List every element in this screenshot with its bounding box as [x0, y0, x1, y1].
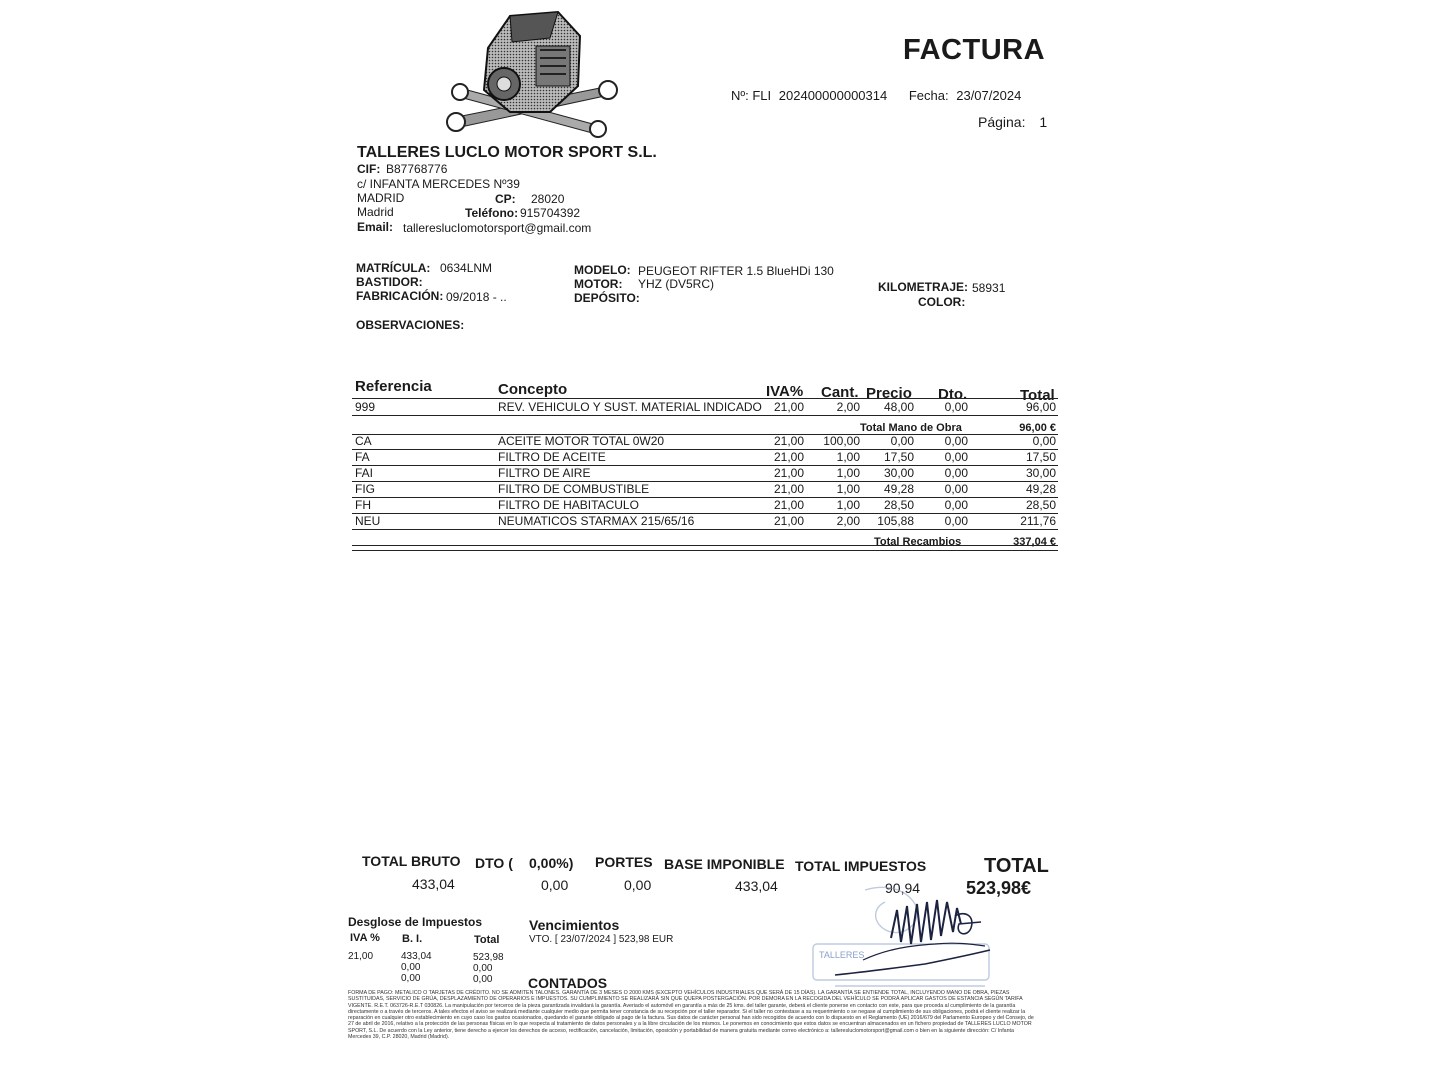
taxes-value: 90,94	[885, 880, 921, 896]
page-label: Página:	[978, 114, 1026, 130]
cell-vat: 21,00	[773, 466, 804, 480]
discount-label: DTO (	[475, 855, 513, 871]
cif-value: B87768776	[386, 162, 448, 176]
color-label: COLOR:	[918, 295, 966, 309]
grand-total-value: 523,98€	[966, 878, 1032, 898]
cell-total: 30,00	[1025, 466, 1056, 480]
discount-pct: 0,00%)	[529, 855, 574, 871]
invoice-number: 202400000000314	[778, 88, 888, 103]
base-label: BASE IMPONIBLE	[664, 856, 785, 872]
table-end-rule-2	[352, 550, 1058, 551]
cell-disc: 0,00	[944, 498, 968, 512]
col-disc-header: Dto.	[938, 386, 968, 403]
mileage-label: KILOMETRAJE:	[878, 280, 968, 294]
engine-logo-icon	[440, 8, 620, 138]
deposit-label: DEPÓSITO:	[574, 291, 640, 305]
email-label: Email:	[357, 220, 394, 234]
payment-method: CONTADOS	[528, 975, 608, 991]
table-end-rule	[352, 545, 1058, 546]
cell-qty: 1,00	[836, 498, 860, 512]
cell-vat: 21,00	[773, 400, 804, 414]
cell-price: 105,88	[877, 514, 914, 528]
cell-concept: ACEITE MOTOR TOTAL 0W20	[498, 434, 665, 448]
cell-ref: 999	[355, 400, 376, 414]
grand-total-label: TOTAL	[984, 855, 1049, 877]
shipping-value: 0,00	[624, 877, 652, 893]
cell-total: 0,00	[1032, 434, 1056, 448]
tax-row-total: 0,00	[473, 963, 493, 974]
col-qty-header: Cant.	[821, 384, 859, 401]
cell-disc: 0,00	[944, 450, 968, 464]
cell-qty: 1,00	[836, 466, 860, 480]
company-address: c/ INFANTA MERCEDES Nº39	[357, 177, 520, 191]
invoice-meta	[731, 88, 1025, 103]
stamp-text: TALLERES	[819, 950, 865, 960]
parts-total-value: 337,04 €	[1013, 536, 1056, 548]
tax-row-base: 0,00	[401, 973, 421, 984]
due-line: VTO. [ 23/07/2024 ] 523,98 EUR	[529, 934, 674, 945]
table-row	[352, 433, 1058, 450]
chassis-label: BASTIDOR:	[356, 275, 423, 289]
tax-col-total: Total	[474, 934, 500, 946]
cell-vat: 21,00	[773, 482, 804, 496]
engine-value: YHZ (DV5RC)	[638, 277, 715, 291]
page-indicator	[978, 114, 1047, 130]
email-value: tallereslucIomotorsport@gmail.com	[403, 221, 592, 235]
tax-row-base: 433,04	[401, 951, 432, 962]
col-vat-header: IVA%	[766, 383, 804, 400]
cell-qty: 1,00	[836, 482, 860, 496]
cell-disc: 0,00	[944, 466, 968, 480]
cell-total: 28,50	[1025, 498, 1056, 512]
cell-ref: CA	[355, 434, 372, 448]
table-row	[352, 399, 1058, 416]
cell-price: 0,00	[890, 434, 914, 448]
mileage-value: 58931	[972, 281, 1006, 295]
cell-disc: 0,00	[944, 434, 968, 448]
cell-vat: 21,00	[773, 450, 804, 464]
tax-row-base: 0,00	[401, 962, 421, 973]
cell-disc: 0,00	[944, 400, 968, 414]
cell-concept: FILTRO DE ACEITE	[498, 450, 606, 464]
parts-subtotal	[352, 535, 1058, 551]
cell-ref: FA	[355, 450, 370, 464]
cell-qty: 2,00	[836, 514, 860, 528]
tax-breakdown-title: Desglose de Impuestos	[348, 915, 483, 929]
tax-col-base: B. I.	[402, 933, 423, 945]
gross-value: 433,04	[412, 876, 455, 892]
cell-concept: FILTRO DE AIRE	[498, 466, 591, 480]
col-concept-header: Concepto	[498, 381, 568, 398]
table-row	[352, 449, 1058, 466]
cell-concept: FILTRO DE HABITACULO	[498, 498, 639, 512]
cell-disc: 0,00	[944, 482, 968, 496]
tax-row-vat: 21,00	[348, 951, 374, 962]
cell-total: 211,76	[1020, 514, 1056, 528]
cell-total: 96,00	[1025, 400, 1056, 414]
shipping-label: PORTES	[595, 854, 653, 870]
col-ref-header: Referencia	[355, 378, 432, 395]
cell-qty: 1,00	[836, 450, 860, 464]
cell-ref: NEU	[355, 514, 381, 528]
cell-total: 17,50	[1025, 450, 1056, 464]
cell-price: 30,00	[883, 466, 914, 480]
tax-row-total: 523,98	[473, 952, 504, 963]
invoice-date-label: Fecha:	[908, 88, 949, 103]
table-row	[352, 497, 1058, 514]
cp-value: 28020	[531, 192, 565, 206]
document-title: FACTURA	[903, 34, 1046, 66]
page-number: 1	[1039, 114, 1048, 130]
manufacture-label: FABRICACIÓN:	[356, 289, 444, 303]
company-name: TALLERES LUCLO MOTOR SPORT S.L.	[357, 144, 657, 161]
company-province: Madrid	[357, 205, 394, 219]
signature-image	[805, 880, 1005, 1000]
invoice-number-label: Nº: FLI	[731, 88, 772, 103]
company-city: MADRID	[357, 191, 405, 205]
col-total-header: Total	[1020, 387, 1055, 404]
gross-label: TOTAL BRUTO	[362, 853, 461, 869]
labor-total-label: Total Mano de Obra	[860, 422, 962, 434]
labor-total-value: 96,00 €	[1019, 422, 1056, 434]
model-label: MODELO:	[574, 263, 631, 277]
cell-price: 17,50	[883, 450, 914, 464]
table-row	[352, 465, 1058, 482]
col-price-header: Precio	[866, 385, 912, 402]
notes-label: OBSERVACIONES:	[356, 318, 465, 332]
table-row	[352, 513, 1058, 530]
discount-value: 0,00	[541, 877, 569, 893]
cell-concept: NEUMATICOS STARMAX 215/65/16	[498, 514, 695, 528]
plate-label: MATRÍCULA:	[356, 261, 431, 275]
legal-footnote: FORMA DE PAGO: METALICO O TARJETAS DE CRÉDITO. NO SE ADMITEN TALONES. GARANTÍA DE 3 MESES O 2000 KMS (EXCEPTO VEHÍCULOS INDUSTRIALES QUE SERÁ DE 15 DÍAS). LA GARANTÍA SE ENTIENDE TOTAL, INCLUYENDO MANO DE OBRA, PIEZAS SUSTITUIDAS, SERVICIO DE GRÚA, DESPLAZAMIENTO DE OPERARIOS E IMPUESTOS. SU CUMPLIMIENTO SE REALIZARÁ SIN QUE QUEPA POSTERGACIÓN. POR DEMORA EN LA RECOGIDA DEL VEHÍCULO SE PODRÁ APLICAR GASTOS DE ESTANCIA SEGÚN TARIFA VIGENTE. R.E.T. 063726-R.E.T 030826. La manipulación por terceros de la pieza garantizada invalidará la garantía. Averiado el automóvil en garantía a más de 25 kms. del taller garante, deberá el cliente ponerse en contacto con este, para que proceda al cumplimiento de la garantía directamente o a través de terceros. A tales efectos el aviso se realizará mediante cualquier medio que permita tener constancia de su recepción por el taller reparador. Si el taller no contestase a su requerimiento o se negase al cumplimiento de sus obligaciones, podrá el cliente realizar la reparación en cualquier otro establecimiento en cuyo caso los gastos ocasionados, quedando el garante obligado al pago de la factura. Sus datos de carácter personal han sido recogidos de acuerdo con lo dispuesto en el Reglamento (UE) 2016/679 del Parlamento Europeo y del Consejo, de 27 de abril de 2016, relativo a la protección de las personas físicas en lo que respecta al tratamiento de datos personales y a la libre circulación de los mismos. Le ponemos en conocimiento que estos datos se encuentran almacenados en un fichero propiedad de TALLERES LUCLO MOTOR SPORT, S.L. De acuerdo con la Ley anterior, tiene derecho a ejercer los derechos de acceso, rectificación, cancelación, limitación, oposición y portabilidad de manera gratuita mediante correo electrónico a: talleresluclomotorsport@gmail.com o bien en la siguiente dirección: C/ Infanta Mercedes 39, C.P. 28020, Madrid (Madrid).	[348, 990, 1034, 1041]
due-title: Vencimientos	[529, 917, 620, 933]
cell-price: 48,00	[883, 400, 914, 414]
engine-label: MOTOR:	[574, 277, 623, 291]
phone-value: 915704392	[520, 206, 581, 220]
cif-label: CIF:	[357, 162, 381, 176]
plate-value: 0634LNM	[440, 261, 493, 275]
invoice-date: 23/07/2024	[956, 88, 1022, 103]
cell-qty: 100,00	[823, 434, 860, 448]
model-value: PEUGEOT RIFTER 1.5 BlueHDi 130	[638, 264, 834, 278]
cell-vat: 21,00	[773, 514, 804, 528]
tax-row-total: 0,00	[473, 974, 493, 985]
cell-price: 28,50	[883, 498, 914, 512]
parts-total-label: Total Recambios	[874, 536, 962, 548]
table-row	[352, 481, 1058, 498]
cp-label: CP:	[495, 192, 516, 206]
cell-concept: FILTRO DE COMBUSTIBLE	[498, 482, 650, 496]
cell-disc: 0,00	[944, 514, 968, 528]
cell-qty: 2,00	[836, 400, 860, 414]
cell-total: 49,28	[1025, 482, 1056, 496]
base-value: 433,04	[735, 878, 778, 894]
cell-vat: 21,00	[773, 434, 804, 448]
tax-col-vat: IVA %	[350, 932, 380, 944]
cell-price: 49,28	[883, 482, 914, 496]
phone-label: Teléfono:	[465, 206, 519, 220]
cell-ref: FAI	[355, 466, 374, 480]
cell-ref: FH	[355, 498, 371, 512]
cell-vat: 21,00	[773, 498, 804, 512]
cell-concept: REV. VEHICULO Y SUST. MATERIAL INDICADO	[498, 400, 762, 414]
taxes-label: TOTAL IMPUESTOS	[795, 858, 927, 874]
cell-ref: FIG	[355, 482, 375, 496]
manufacture-value: 09/2018 - ..	[446, 290, 507, 304]
